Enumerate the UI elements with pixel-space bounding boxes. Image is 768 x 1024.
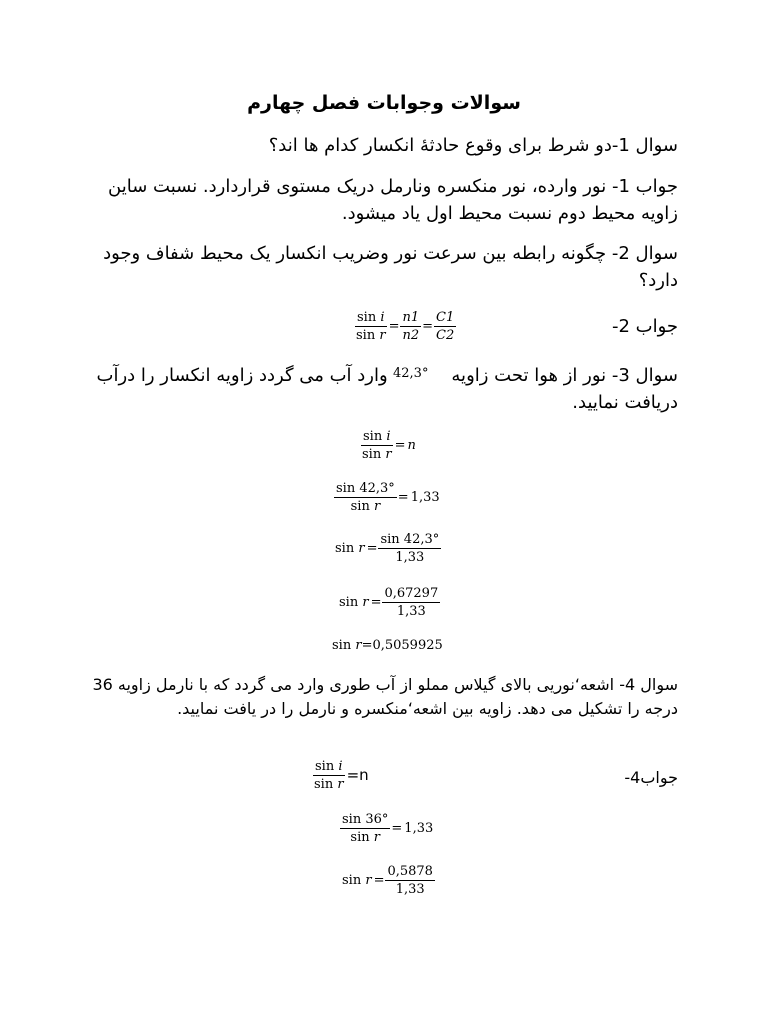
answer-4-formula-2: $\frac{\sin 36^\circ}{\text{sin r}}$ = 1,33 [342,812,434,845]
question-4: سوال 4- اشعه‘نوریی بالای گیلاس مملو از آب طوری وارد می گردد که با نارمل زاویه 36 درجه را تشکیل می دهد. زاویه بین اشعه‘منکسره و نارمل را در یافت نمایید. [92,675,678,718]
step-4-formula: sin r = $\frac{0,67297}{1,33}$ [339,586,439,619]
angle-42-3: 42,3° [393,366,429,381]
fraction-n1-over-n2: $\frac{n1}{n2}$ [402,310,420,343]
fraction-c1-over-c2: $\frac{C1}{C2}$ [436,310,455,343]
answer-4-label: جواب4- [624,768,678,787]
page-title: سوالات وجوابات فصل چهارم [247,92,521,114]
step-1-formula: $\frac{\text{sin i}}{\text{sin r}}$ = n [362,429,416,462]
question-1: سوال 1-دو شرط برای وقوع حادثۀ انکسار کدام ها اند؟ [268,135,678,156]
step-3-formula: sin r = $\frac{\sin 42,3^\circ}{1,33}$ [335,532,440,565]
answer-2-formula: $\frac{\text{sin i}}{\text{sin r}}$ = $\frac{n1}{n2}$ = $\frac{C1}{C2}$ [356,310,455,343]
answer-1: جواب 1- نور وارده، نور منکسره ونارمل دریک مستوی قراردارد. نسبت ساین زاویه محیط دوم نسبت محیط اول یاد میشود. [108,176,678,224]
step-2-formula: $\frac{\sin 42,3^\circ}{\text{sin r}}$ = 1,33 [336,481,440,514]
fraction-sin-i-over-sin-r: $\frac{\text{sin i}}{\text{sin r}}$ [356,310,386,343]
question-3: سوال 3- نور از هوا تحت زاویه وارد آب می گردد زاویه انکسار را درآب دریافت نمایید. [96,365,678,413]
step-5-result: sin r=0,5059925 [332,638,443,653]
question-2: سوال 2- چگونه رابطه بین سرعت نور وضریب انکسار یک محیط شفاف وجود دارد؟ [103,243,678,291]
answer-4-formula-3: sin r = $\frac{0,5878}{1,33}$ [342,864,433,897]
answer-4-formula-1: $\frac{\text{sin i}}{\text{sin r}}$ =n [314,759,369,792]
answer-2-label: جواب 2- [611,316,678,337]
